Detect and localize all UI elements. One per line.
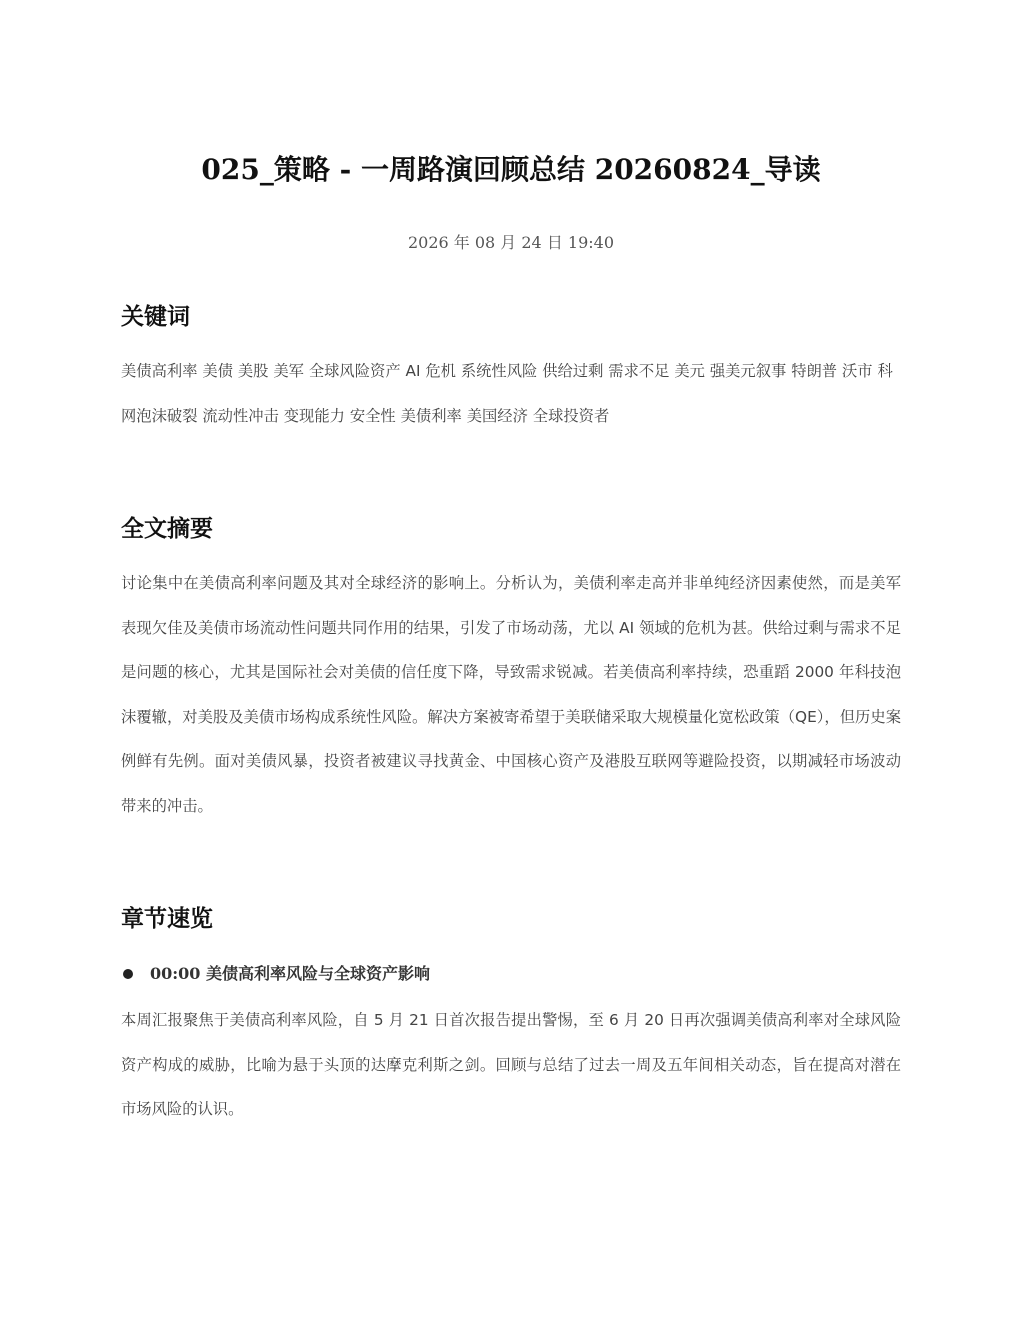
keyword: 美军 — [273, 362, 304, 380]
keyword: AI 危机 — [405, 362, 456, 380]
chapter-paragraph: 本周汇报聚焦于美债高利率风险，自 5 月 21 日首次报告提出警惕，至 6 月 20 日再次强调美债高利率对全球风险资产构成的威胁，比喻为悬于头顶的达摩克利斯之剑。回顾与总结了过去一周及五年间相关动态，旨在提高对潜在市场风险的认识。 — [121, 1011, 901, 1118]
keyword: 美债利率 — [400, 406, 462, 425]
chapter-heading: 00:00 美债高利率风险与全球资产影响 — [150, 964, 431, 983]
chapters-heading: 章节速览 — [121, 906, 213, 932]
keyword: 变现能力 — [283, 406, 345, 425]
keyword: 安全性 — [349, 406, 396, 425]
chapter-item — [121, 960, 901, 988]
summary-paragraph: 讨论集中在美债高利率问题及其对全球经济的影响上。分析认为，美债利率走高并非单纯经济因素使然，而是美军表现欠佳及美债市场流动性问题共同作用的结果，引发了市场动荡，尤以 AI 领域的危机为甚。供给过剩与需求不足是问题的核心，尤其是国际社会对美债的信任度下降，导致需求锐减。若美债高利率持续，恐重蹈 2000 年科技泡沫覆辙，对美股及美债市场构成系统性风险。解决方案被寄希望于美联储采取大规模量化宽松政策（QE），但历史案例鲜有先例。面对美债风暴，投资者被建议寻找黄金、中国核心资产及港股互联网等避险投资，以期减轻市场波动带来的冲击。 — [121, 574, 901, 815]
keyword: 特朗普 — [791, 362, 838, 380]
keyword: 沃市 — [841, 362, 873, 380]
keywords-heading: 关键词 — [121, 304, 190, 330]
keyword: 科网泡沫破裂 — [121, 362, 893, 425]
keyword: 供给过剩 — [542, 362, 604, 380]
keyword: 美债 — [202, 362, 233, 380]
keyword: 美债高利率 — [121, 362, 198, 380]
bullet-dot-icon — [123, 969, 133, 979]
keyword: 需求不足 — [608, 362, 670, 380]
keywords-list — [121, 349, 903, 438]
keyword: 全球风险资产 — [308, 362, 401, 380]
document-title: 025_策略 - 一周路演回顾总结 20260824_导读 — [201, 153, 821, 186]
keyword: 美股 — [237, 362, 269, 380]
keyword: 美国经济 — [466, 406, 528, 425]
document-date: 2026 年 08 月 24 日 19:40 — [407, 233, 615, 252]
keyword: 全球投资者 — [532, 406, 610, 425]
keyword: 流动性冲击 — [202, 406, 279, 425]
summary-heading: 全文摘要 — [121, 516, 213, 542]
keyword: 强美元叙事 — [709, 362, 787, 380]
keyword: 美元 — [674, 362, 705, 380]
keyword: 系统性风险 — [460, 362, 538, 380]
